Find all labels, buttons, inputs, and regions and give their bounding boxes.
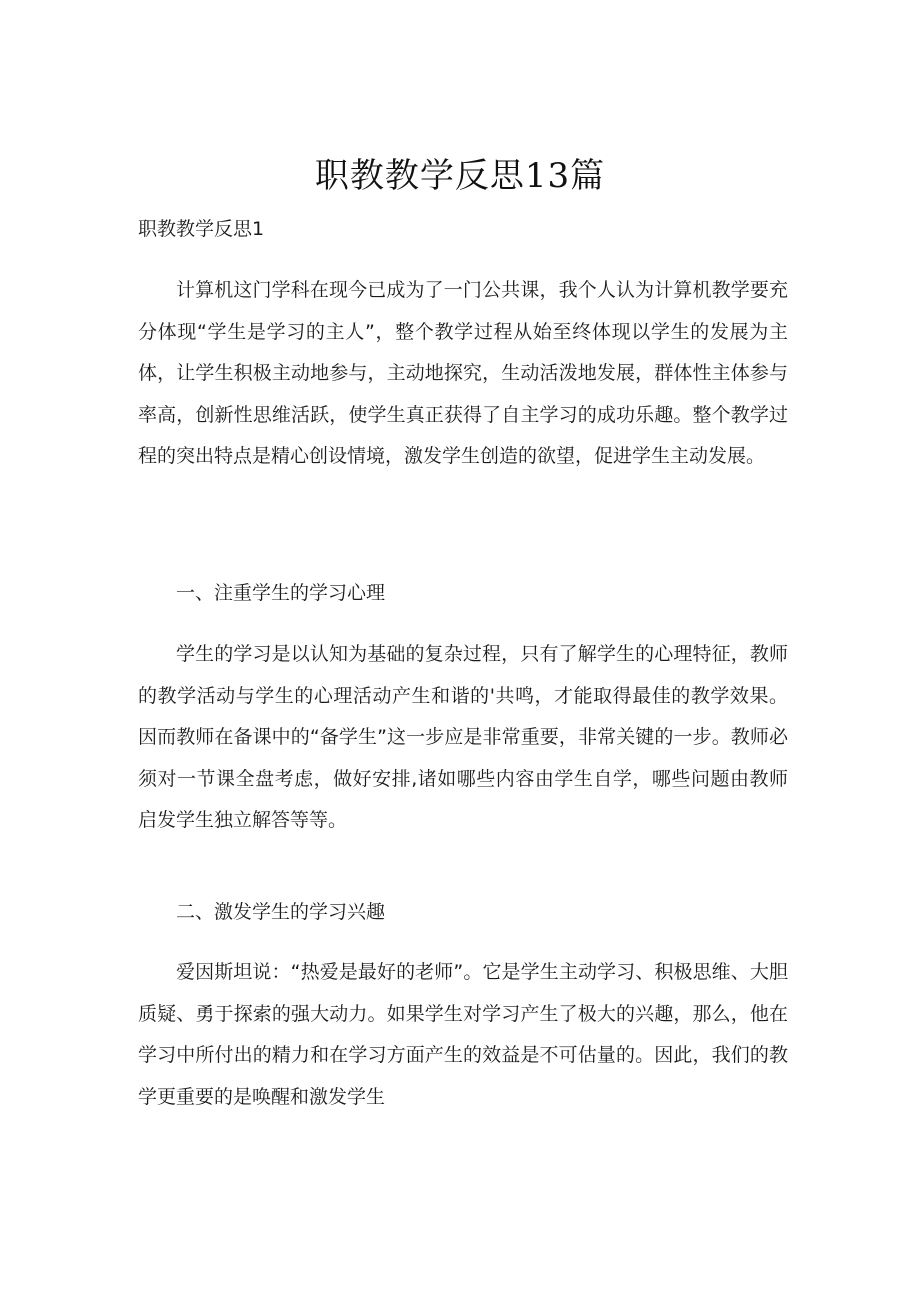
body-paragraph-1: 计算机这门学科在现今已成为了一门公共课，我个人认为计算机教学要充分体现“学生是学习的主人”，整个教学过程从始至终体现以学生的发展为主体，让学生积极主动地参与，主动地探究，生动活泼地发展，群体性主体参与率高，创新性思维活跃，使学生真正获得了自主学习的成功乐趣。整个教学过程的突出特点是精心创设情境，激发学生创造的欲望，促进学生主动发展。 [138,279,788,467]
section-heading-2: 二、激发学生的学习兴趣 [176,901,386,923]
body-paragraph-2: 学生的学习是以认知为基础的复杂过程，只有了解学生的心理特征，教师的教学活动与学生的心理活动产生和谐的'共鸣，才能取得最佳的教学效果。因而教师在备课中的“备学生”这一步应是非常重要，非常关键的一步。教师必须对一节课全盘考虑，做好安排,诸如哪些内容由学生自学，哪些问题由教师启发学生独立解答等等。 [138,643,788,831]
section-heading-1: 一、注重学生的学习心理 [176,582,386,604]
document-title: 职教教学反思13篇 [314,156,606,196]
section-subtitle: 职教教学反思1 [138,218,265,240]
body-paragraph-3: 爱因斯坦说：“热爱是最好的老师”。它是学生主动学习、积极思维、大胆质疑、勇于探索的强大动力。如果学生对学习产生了极大的兴趣，那么，他在学习中所付出的精力和在学习方面产生的效益是不可估量的。因此，我们的教学更重要的是唤醒和激发学生 [138,961,788,1108]
